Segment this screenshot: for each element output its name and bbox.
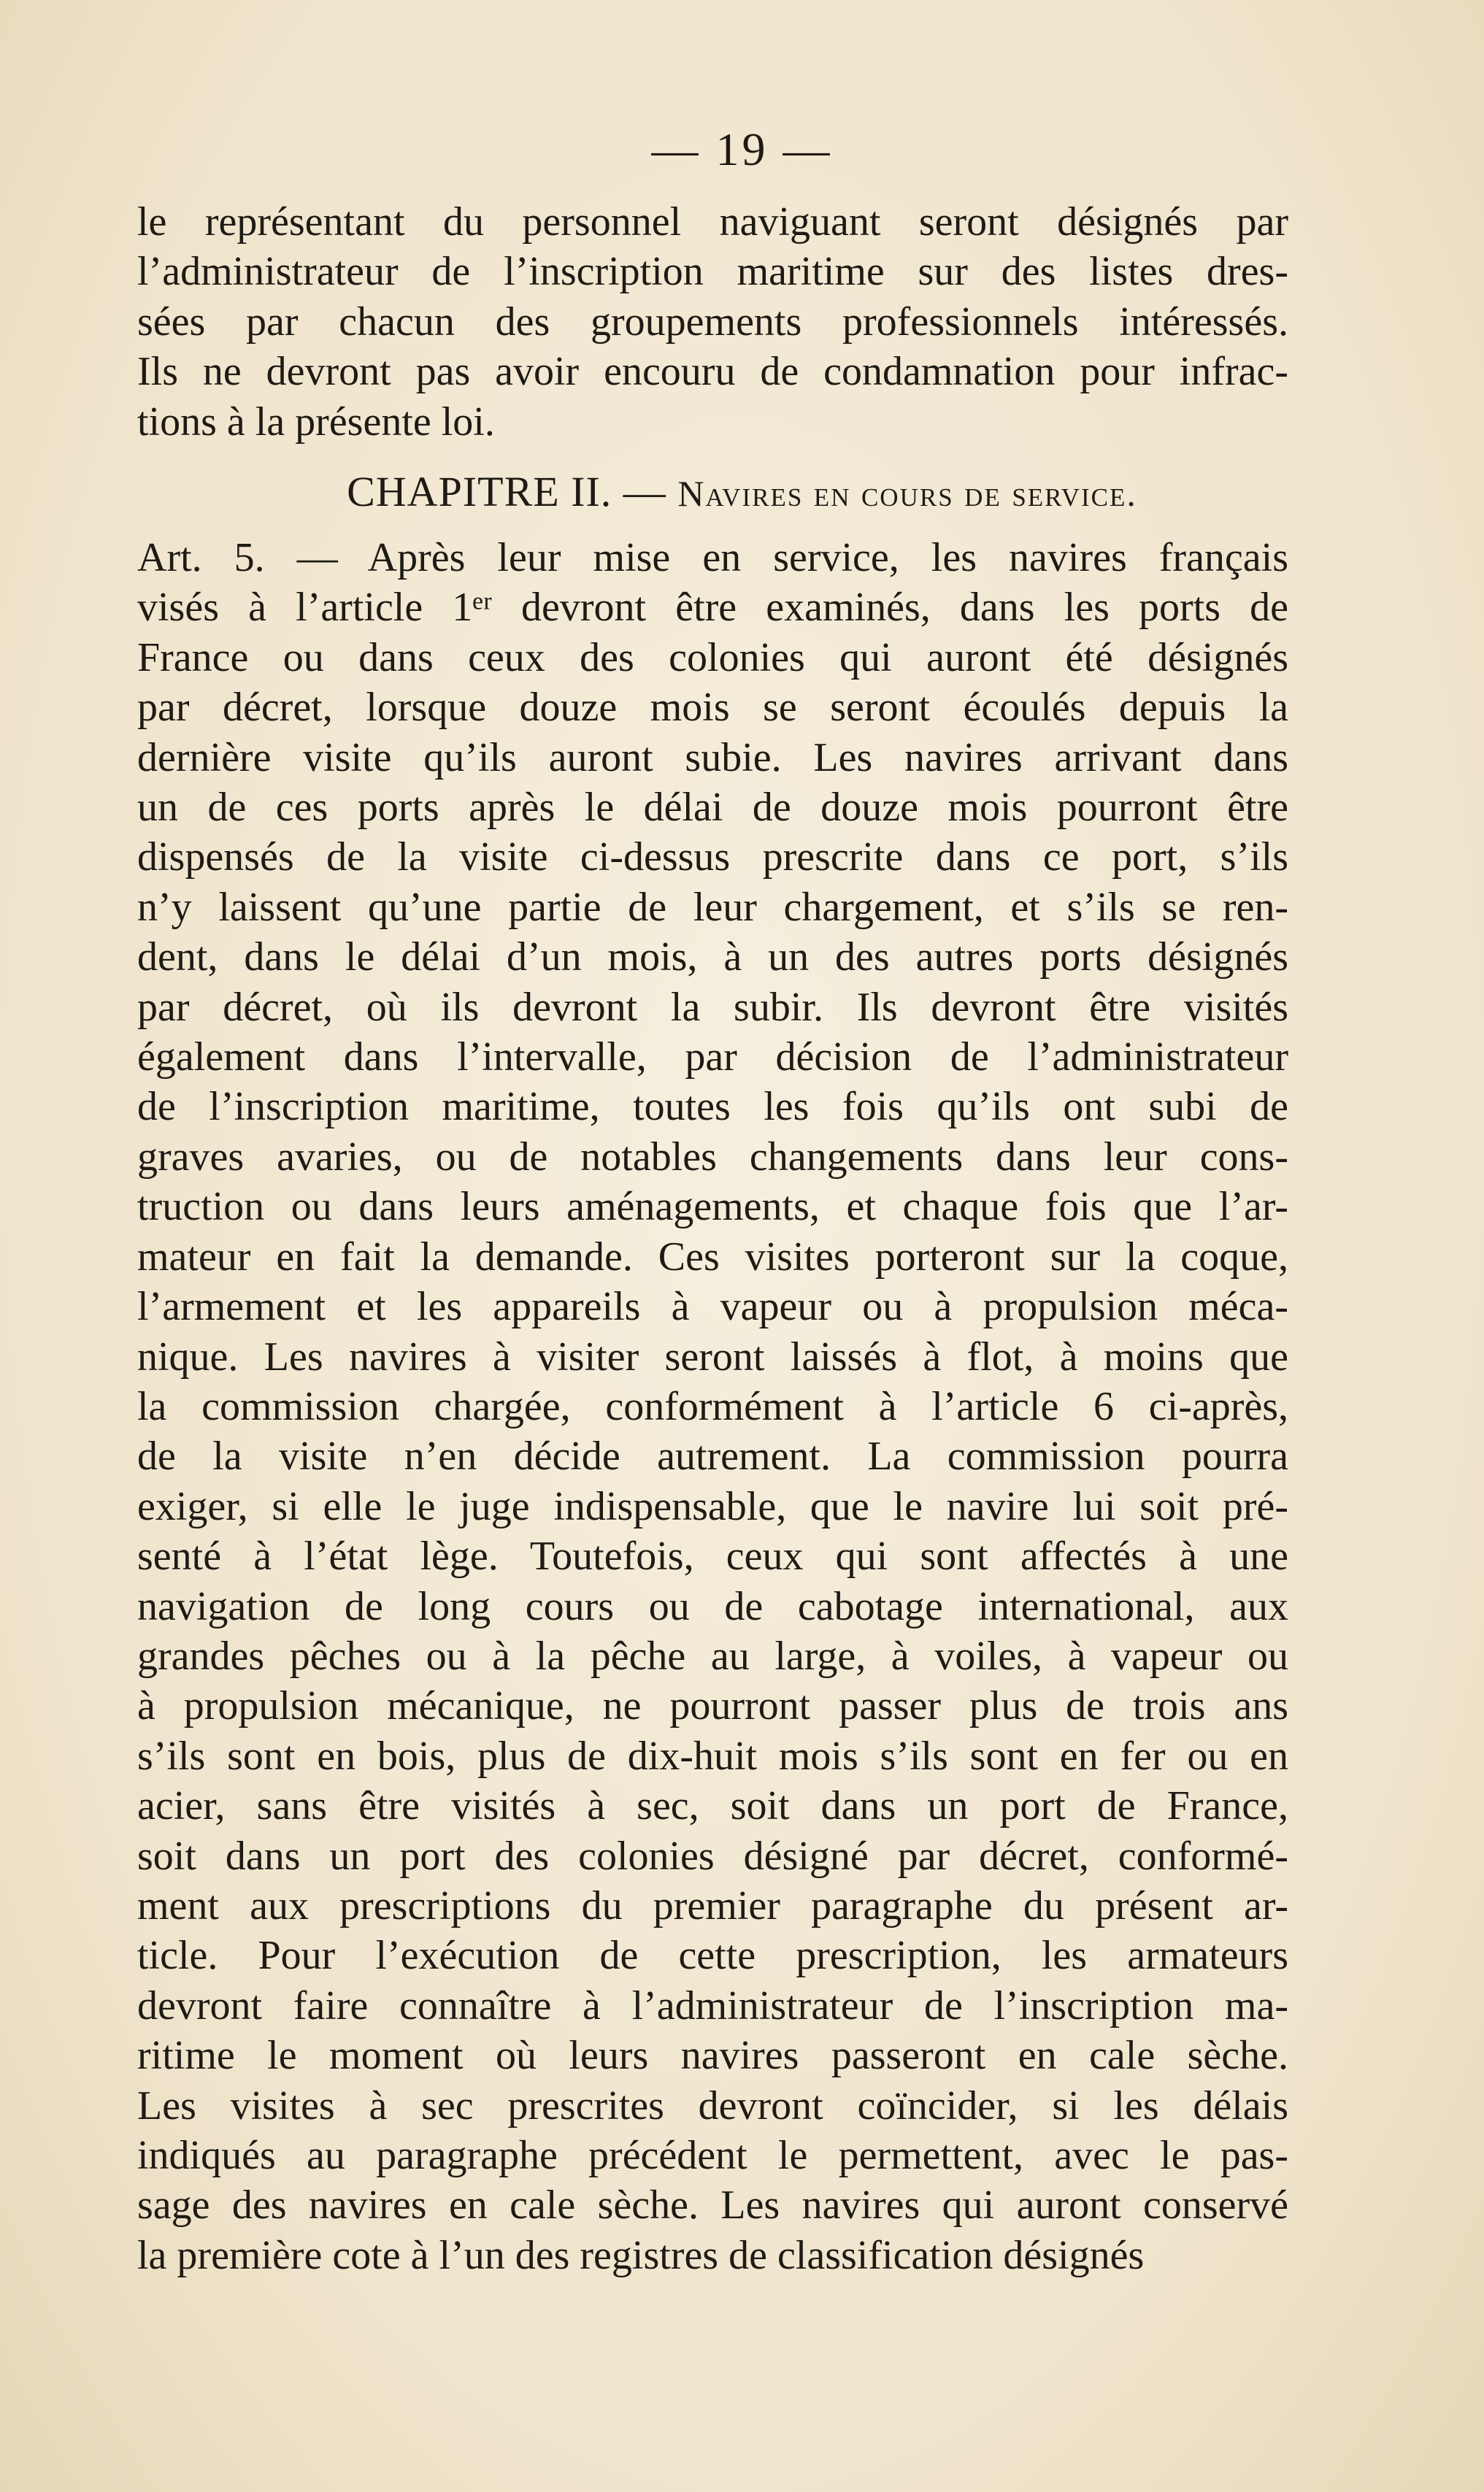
text-line: la commission chargée, conformément à l’article 6 ci-après, [137,1383,1288,1429]
text-line: ticle. Pour l’exécution de cette prescription, les armateurs [137,1933,1288,1979]
text-line: sage des navires en cale sèche. Les navires qui auront conservé [137,2183,1288,2228]
chapter-title: Navires en cours de service. [677,473,1137,514]
text-line: indiqués au paragraphe précédent le permettent, avec le pas- [137,2133,1288,2178]
page-number: — 19 — [651,123,833,175]
text-line: l’armement et les appareils à vapeur ou à propulsion méca- [137,1284,1288,1330]
text-line: s’ils sont en bois, plus de dix-huit mois s’ils sont en fer ou en [137,1733,1288,1779]
text-line: grandes pêches ou à la pêche au large, à voiles, à vapeur ou [137,1633,1288,1679]
text-line: sées par chacun des groupements professionnels intéressés. [137,299,1288,345]
text-line: également dans l’intervalle, par décision de l’administrateur [137,1034,1288,1080]
text-line: un de ces ports après le délai de douze mois pourront être [137,785,1288,831]
text-line: graves avaries, ou de notables changements dans leur cons- [137,1134,1288,1180]
text-line: l’administrateur de l’inscription maritime sur des listes dres- [137,249,1288,295]
text-line: le représentant du personnel naviguant seront désignés par [137,199,1288,245]
text-line: nique. Les navires à visiter seront laissés à flot, à moins que [137,1334,1288,1380]
text-line: Art. 5. — Après leur mise en service, les navires français [137,535,1288,580]
chapter-number: CHAPITRE II. — [347,468,666,515]
text-line: Ils ne devront pas avoir encouru de condamnation pour infrac- [137,349,1288,395]
text-line: exiger, si elle le juge indispensable, que le navire lui soit pré- [137,1483,1288,1529]
text-line: truction ou dans leurs aménagements, et chaque fois que l’ar- [137,1184,1288,1230]
paragraph-commission-members [137,197,1288,447]
text-line: navigation de long cours ou de cabotage international, aux [137,1583,1288,1629]
text-line: de la visite n’en décide autrement. La commission pourra [137,1434,1288,1480]
text-line: par décret, lorsque douze mois se seront écoulés depuis la [137,685,1288,731]
text-line: mateur en fait la demande. Ces visites porteront sur la coque, [137,1234,1288,1280]
text-line: senté à l’état lège. Toutefois, ceux qui sont affectés à une [137,1534,1288,1580]
text-line: la première cote à l’un des registres de classification désignés [137,2232,1145,2278]
text-line: ritime le moment où leurs navires passeront en cale sèche. [137,2033,1288,2079]
text-line: tions à la présente loi. [137,399,495,445]
text-line: soit dans un port des colonies désigné par décret, conformé- [137,1833,1288,1879]
text-line: dent, dans le délai d’un mois, à un des autres ports désignés [137,934,1288,980]
text-line: n’y laissent qu’une partie de leur chargement, et s’ils se ren- [137,884,1288,930]
paragraph-article-5 [137,533,1288,2280]
chapter-heading [0,467,1484,516]
text-line: dernière visite qu’ils auront subie. Les navires arrivant dans [137,734,1288,780]
text-line: dispensés de la visite ci-dessus prescrite dans ce port, s’ils [137,834,1288,880]
text-line: devront faire connaître à l’administrateur de l’inscription ma- [137,1983,1288,2028]
text-line: acier, sans être visités à sec, soit dans un port de France, [137,1783,1288,1829]
text-line: visés à l’article 1ᵉʳ devront être examinés, dans les ports de [137,585,1288,631]
text-line: à propulsion mécanique, ne pourront passer plus de trois ans [137,1683,1288,1729]
text-line: France ou dans ceux des colonies qui auront été désignés [137,634,1288,680]
text-line: ment aux prescriptions du premier paragraphe du présent ar- [137,1883,1288,1928]
text-line: par décret, où ils devront la subir. Ils devront être visités [137,984,1288,1030]
text-line: Les visites à sec prescrites devront coïncider, si les délais [137,2083,1288,2128]
text-line: de l’inscription maritime, toutes les fois qu’ils ont subi de [137,1084,1288,1130]
